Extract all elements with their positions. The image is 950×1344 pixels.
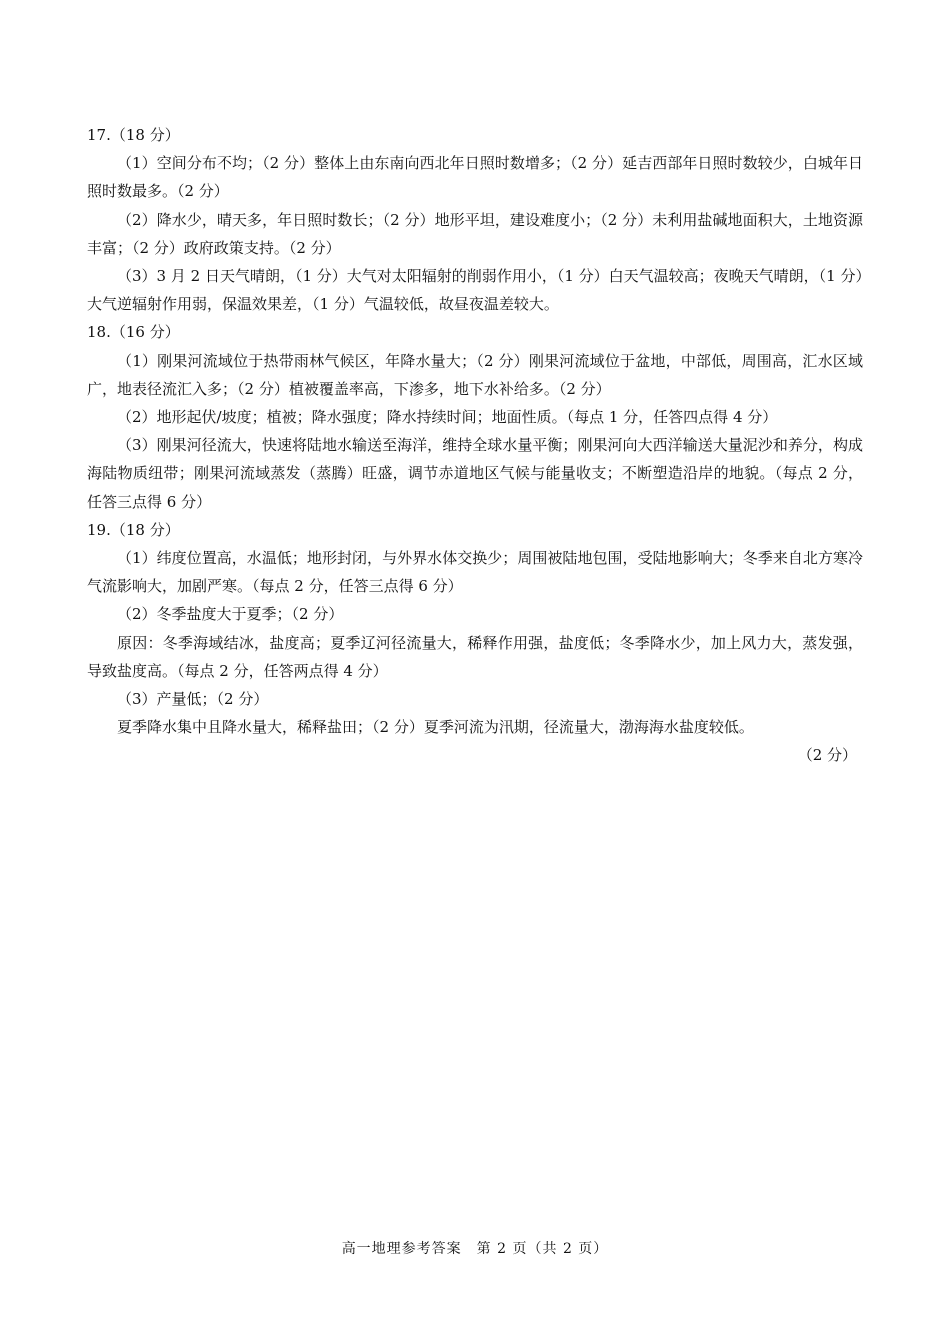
q18-part3: （3）刚果河径流大，快速将陆地水输送至海洋，维持全球水量平衡；刚果河向大西洋输送大量泥沙和养分，构成海陆物质纽带；刚果河流域蒸发（蒸腾）旺盛，调节赤道地区气候与能量收支；不断塑造沿岸的地貌。（每点 2 分，任答三点得 6 分） (87, 436, 863, 511)
q19-part3-score: （2 分） (797, 746, 857, 765)
q17-part1: （1）空间分布不均；（2 分）整体上由东南向西北年日照时数增多；（2 分）延吉西部年日照时数较少，白城年日照时数最多。（2 分） (87, 154, 863, 201)
q19-part3-reason: 夏季降水集中且降水量大，稀释盐田；（2 分）夏季河流为汛期，径流量大，渤海海水盐度较低。 (117, 718, 754, 737)
q18-part1: （1）刚果河流域位于热带雨林气候区，年降水量大；（2 分）刚果河流域位于盆地，中部低，周围高，汇水区域广，地表径流汇入多；（2 分）植被覆盖率高，下渗多，地下水补给多。（2 分） (87, 351, 863, 398)
q17-part2: （2）降水少，晴天多，年日照时数长；（2 分）地形平坦，建设难度小；（2 分）未利用盐碱地面积大，土地资源丰富；（2 分）政府政策支持。（2 分） (87, 210, 863, 257)
q19-heading: 19.（18 分） (87, 520, 180, 539)
q19-part2-reason: 原因：冬季海域结冰，盐度高；夏季辽河径流量大，稀释作用强，盐度低；冬季降水少，加上风力大，蒸发强，导致盐度高。（每点 2 分，任答两点得 4 分） (87, 633, 863, 680)
q19-part2: （2）冬季盐度大于夏季；（2 分） (117, 605, 344, 624)
q19-part3: （3）产量低；（2 分） (117, 690, 269, 709)
q18-heading: 18.（16 分） (87, 323, 180, 342)
page-footer: 高一地理参考答案 第 2 页（共 2 页） (341, 1241, 609, 1257)
q17-part3: （3）3 月 2 日天气晴朗，（1 分）大气对太阳辐射的削弱作用小，（1 分）白天气温较高；夜晚天气晴朗，（1 分）大气逆辐射作用弱，保温效果差，（1 分）气温较低，故昼夜温差较大。 (87, 267, 863, 314)
q17-heading: 17.（18 分） (87, 126, 180, 144)
q19-part1: （1）纬度位置高，水温低；地形封闭，与外界水体交换少；周围被陆地包围，受陆地影响大；冬季来自北方寒冷气流影响大，加剧严寒。（每点 2 分，任答三点得 6 分） (87, 549, 863, 596)
q18-part2: （2）地形起伏/坡度；植被；降水强度；降水持续时间；地面性质。（每点 1 分，任答四点得 4 分） (117, 408, 778, 427)
answer-content (87, 121, 863, 770)
